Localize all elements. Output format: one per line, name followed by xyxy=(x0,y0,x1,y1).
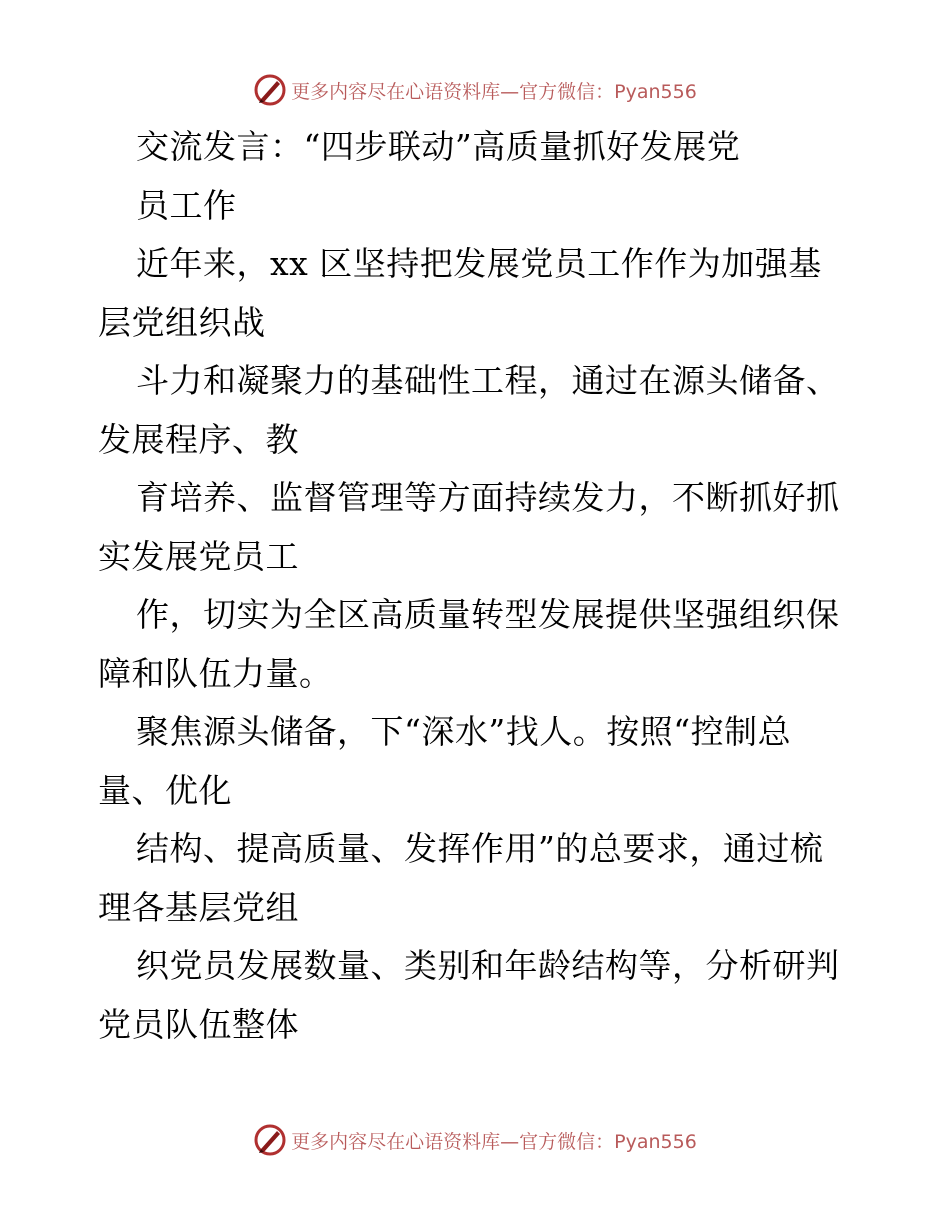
footer-banner xyxy=(0,1120,950,1160)
pen-logo-icon xyxy=(253,73,287,107)
text-line: 层党组织战 xyxy=(98,302,266,342)
document-body xyxy=(98,118,858,1054)
text-line: 员工作 xyxy=(136,185,237,225)
text-line: 党员队伍整体 xyxy=(98,1004,299,1044)
text-line: 聚焦源头储备，下“深水”找人。按照“控制总 xyxy=(136,712,792,751)
wechat-id: Pyan556 xyxy=(614,1130,697,1153)
text-line: 作，切实为全区高质量转型发展提供坚强组织保 xyxy=(136,595,840,634)
header-banner xyxy=(0,70,950,110)
text-line: 实发展党员工 xyxy=(98,536,299,576)
text-line: 育培养、监督管理等方面持续发力，不断抓好抓 xyxy=(136,478,840,517)
text-line: 障和队伍力量。 xyxy=(98,653,333,693)
pen-logo-icon xyxy=(253,1123,287,1157)
text-line: 发展程序、教 xyxy=(98,419,299,459)
text-line: 织党员发展数量、类别和年龄结构等，分析研判 xyxy=(136,946,840,985)
text-line: 结构、提高质量、发挥作用”的总要求，通过梳 xyxy=(136,829,824,868)
text-line: 斗力和凝聚力的基础性工程，通过在源头储备、 xyxy=(136,361,840,400)
text-line: 理各基层党组 xyxy=(98,887,299,927)
text-line: 量、优化 xyxy=(98,770,232,810)
banner-text: 更多内容尽在心语资料库—官方微信：Pyan556 xyxy=(291,80,697,103)
wechat-id: Pyan556 xyxy=(614,80,697,103)
text-line: 交流发言：“四步联动”高质量抓好发展党 xyxy=(136,127,741,166)
banner-text: 更多内容尽在心语资料库—官方微信：Pyan556 xyxy=(291,1130,697,1153)
text-line: 近年来，xx 区坚持把发展党员工作作为加强基 xyxy=(136,244,822,283)
